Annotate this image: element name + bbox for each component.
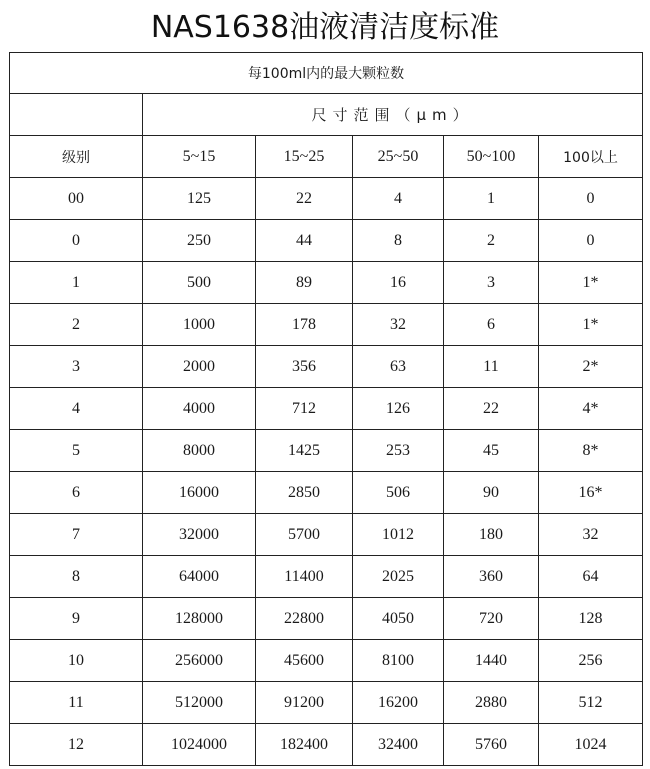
count-cell: 32: [353, 304, 444, 346]
size-range-label: 尺寸范围（μm）: [143, 94, 643, 136]
count-cell: 22800: [256, 598, 353, 640]
table-row: [10, 304, 643, 346]
count-cell: 506: [353, 472, 444, 514]
count-cell: 712: [256, 388, 353, 430]
column-header: 15~25: [256, 136, 353, 178]
count-cell: 91200: [256, 682, 353, 724]
table-row: [10, 472, 643, 514]
column-header: 级别: [10, 136, 143, 178]
column-header: 5~15: [143, 136, 256, 178]
count-cell: 32400: [353, 724, 444, 766]
grade-cell: 00: [10, 178, 143, 220]
count-cell: 3: [444, 262, 539, 304]
count-cell: 8: [353, 220, 444, 262]
count-cell: 32000: [143, 514, 256, 556]
count-cell: 22: [256, 178, 353, 220]
size-range-row: [10, 94, 643, 136]
count-cell: 45600: [256, 640, 353, 682]
count-cell: 4050: [353, 598, 444, 640]
count-cell: 8000: [143, 430, 256, 472]
grade-cell: 2: [10, 304, 143, 346]
column-header: 100以上: [539, 136, 643, 178]
caption-row: [10, 53, 643, 94]
count-cell: 2850: [256, 472, 353, 514]
count-cell: 16200: [353, 682, 444, 724]
count-cell: 1012: [353, 514, 444, 556]
table-row: [10, 556, 643, 598]
count-cell: 360: [444, 556, 539, 598]
column-header: 50~100: [444, 136, 539, 178]
count-cell: 44: [256, 220, 353, 262]
count-cell: 253: [353, 430, 444, 472]
count-cell: 126: [353, 388, 444, 430]
count-cell: 182400: [256, 724, 353, 766]
count-cell: 2025: [353, 556, 444, 598]
count-cell: 256000: [143, 640, 256, 682]
count-cell: 64: [539, 556, 643, 598]
count-cell: 11400: [256, 556, 353, 598]
count-cell: 256: [539, 640, 643, 682]
table-row: [10, 514, 643, 556]
count-cell: 2*: [539, 346, 643, 388]
count-cell: 63: [353, 346, 444, 388]
table-row: [10, 598, 643, 640]
count-cell: 1000: [143, 304, 256, 346]
count-cell: 1: [444, 178, 539, 220]
table-row: [10, 178, 643, 220]
count-cell: 512000: [143, 682, 256, 724]
count-cell: 5760: [444, 724, 539, 766]
count-cell: 16: [353, 262, 444, 304]
table-row: [10, 682, 643, 724]
count-cell: 1024000: [143, 724, 256, 766]
count-cell: 64000: [143, 556, 256, 598]
count-cell: 89: [256, 262, 353, 304]
header-row: [10, 136, 643, 178]
table-row: [10, 724, 643, 766]
grade-cell: 1: [10, 262, 143, 304]
grade-cell: 3: [10, 346, 143, 388]
table-row: [10, 220, 643, 262]
count-cell: 1024: [539, 724, 643, 766]
table-row: [10, 388, 643, 430]
grade-cell: 11: [10, 682, 143, 724]
count-cell: 6: [444, 304, 539, 346]
grade-cell: 0: [10, 220, 143, 262]
table-row: [10, 640, 643, 682]
count-cell: 2: [444, 220, 539, 262]
count-cell: 5700: [256, 514, 353, 556]
grade-cell: 7: [10, 514, 143, 556]
grade-cell: 8: [10, 556, 143, 598]
page-title: NAS1638油液清洁度标准: [150, 10, 500, 45]
grade-cell: 4: [10, 388, 143, 430]
count-cell: 180: [444, 514, 539, 556]
empty-corner-cell: [10, 94, 143, 136]
grade-cell: 10: [10, 640, 143, 682]
count-cell: 16*: [539, 472, 643, 514]
grade-cell: 12: [10, 724, 143, 766]
table-row: [10, 346, 643, 388]
nas-cleanliness-table: [9, 52, 643, 766]
grade-cell: 5: [10, 430, 143, 472]
count-cell: 45: [444, 430, 539, 472]
count-cell: 4*: [539, 388, 643, 430]
count-cell: 250: [143, 220, 256, 262]
table-row: [10, 430, 643, 472]
count-cell: 8*: [539, 430, 643, 472]
count-cell: 1425: [256, 430, 353, 472]
count-cell: 22: [444, 388, 539, 430]
count-cell: 128: [539, 598, 643, 640]
count-cell: 4000: [143, 388, 256, 430]
count-cell: 125: [143, 178, 256, 220]
grade-cell: 9: [10, 598, 143, 640]
count-cell: 2880: [444, 682, 539, 724]
count-cell: 2000: [143, 346, 256, 388]
count-cell: 90: [444, 472, 539, 514]
count-cell: 1*: [539, 304, 643, 346]
column-header: 25~50: [353, 136, 444, 178]
count-cell: 16000: [143, 472, 256, 514]
count-cell: 128000: [143, 598, 256, 640]
count-cell: 32: [539, 514, 643, 556]
count-cell: 8100: [353, 640, 444, 682]
table-caption: 每100ml内的最大颗粒数: [10, 53, 643, 94]
count-cell: 1*: [539, 262, 643, 304]
count-cell: 500: [143, 262, 256, 304]
table-body: [10, 53, 643, 766]
count-cell: 11: [444, 346, 539, 388]
grade-cell: 6: [10, 472, 143, 514]
count-cell: 720: [444, 598, 539, 640]
count-cell: 4: [353, 178, 444, 220]
table-row: [10, 262, 643, 304]
count-cell: 0: [539, 220, 643, 262]
count-cell: 512: [539, 682, 643, 724]
count-cell: 1440: [444, 640, 539, 682]
count-cell: 0: [539, 178, 643, 220]
count-cell: 178: [256, 304, 353, 346]
count-cell: 356: [256, 346, 353, 388]
